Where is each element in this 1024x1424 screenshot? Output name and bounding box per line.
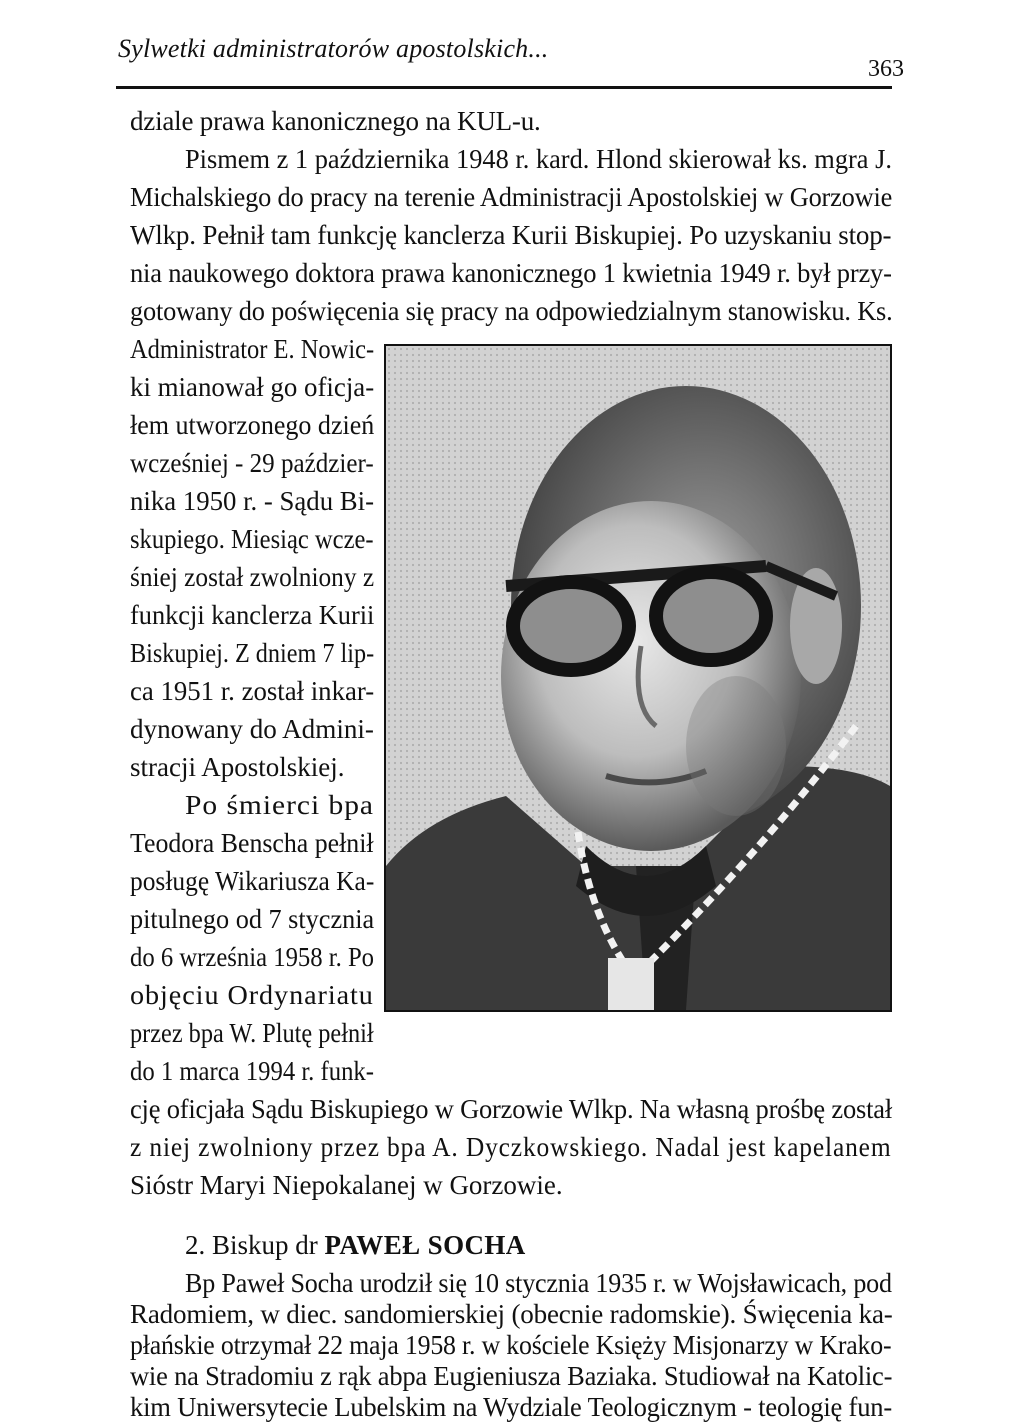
running-title: Sylwetki administratorów apostolskich...	[118, 34, 549, 63]
text-line: śniej został zwolniony z	[130, 562, 375, 592]
text-line: Radomiem, w diec. sandomierskiej (obecnie radomskie). Święcenia ka-	[130, 1299, 893, 1329]
text-line: Pismem z 1 października 1948 r. kard. Hlond skierował ks. mgra J.	[185, 144, 892, 174]
text-line: gotowany do poświęcenia się pracy na odpowiedzialnym stanowisku. Ks.	[130, 296, 893, 326]
text-line: Biskupiej. Z dniem 7 lip-	[130, 638, 375, 668]
text-line: skupiego. Miesiąc wcze-	[130, 524, 374, 554]
text-line: stracji Apostolskiej.	[130, 752, 345, 782]
text-line: funkcji kanclerza Kurii	[130, 600, 375, 630]
text-line: Po śmierci bpa	[185, 790, 375, 820]
page-number: 363	[868, 56, 904, 82]
text-line: płańskie otrzymał 22 maja 1958 r. w kościele Księży Misjonarzy w Krako-	[130, 1330, 892, 1360]
section-heading-name: PAWEŁ SOCHA	[324, 1230, 526, 1260]
text-line: kim Uniwersytecie Lubelskim na Wydziale Teologicznym - teologię fun-	[130, 1392, 892, 1422]
text-line: nia naukowego doktora prawa kanonicznego 1 kwietnia 1949 r. był przy-	[130, 258, 892, 288]
text-line: Bp Paweł Socha urodził się 10 stycznia 1935 r. w Wojsławicach, pod	[185, 1268, 892, 1298]
text-line: ki mianował go oficja-	[130, 372, 375, 402]
text-line: wie na Stradomiu z rąk abpa Eugieniusza Baziaka. Studiował na Katolic-	[130, 1361, 893, 1391]
text-line: przez bpa W. Plutę pełnił	[130, 1018, 374, 1048]
text-line: dziale prawa kanonicznego na KUL-u.	[130, 106, 541, 136]
header-rule	[116, 86, 892, 89]
text-line: Sióstr Maryi Niepokalanej w Gorzowie.	[130, 1170, 563, 1200]
text-line: dynowany do Admini-	[130, 714, 374, 744]
section-heading-prefix: 2. Biskup dr	[185, 1230, 318, 1260]
text-line: łem utworzonego dzień	[130, 410, 375, 440]
text-line: posługę Wikariusza Ka-	[130, 866, 375, 896]
text-line: Michalskiego do pracy na terenie Administracji Apostolskiej w Gorzowie	[130, 182, 893, 212]
text-line: do 6 września 1958 r. Po	[130, 942, 375, 972]
section-heading	[185, 1228, 526, 1262]
portrait-photo	[384, 344, 892, 1012]
text-line: z niej zwolniony przez bpa A. Dyczkowskiego. Nadal jest kapelanem	[130, 1132, 892, 1162]
text-line: cję oficjała Sądu Biskupiego w Gorzowie Wlkp. Na własną prośbę został	[130, 1094, 892, 1124]
text-line: do 1 marca 1994 r. funk-	[130, 1056, 374, 1086]
text-line: nika 1950 r. - Sądu Bi-	[130, 486, 375, 516]
text-line: Teodora Benscha pełnił	[130, 828, 374, 858]
text-line: objęciu Ordynariatu	[130, 980, 374, 1010]
text-line: ca 1951 r. został inkar-	[130, 676, 375, 706]
text-line: pitulnego od 7 stycznia	[130, 904, 375, 934]
text-line: Administrator E. Nowic-	[130, 334, 375, 364]
text-line: Wlkp. Pełnił tam funkcję kanclerza Kurii Biskupiej. Po uzyskaniu stop-	[130, 220, 892, 250]
text-line: wcześniej - 29 paździer-	[130, 448, 374, 478]
